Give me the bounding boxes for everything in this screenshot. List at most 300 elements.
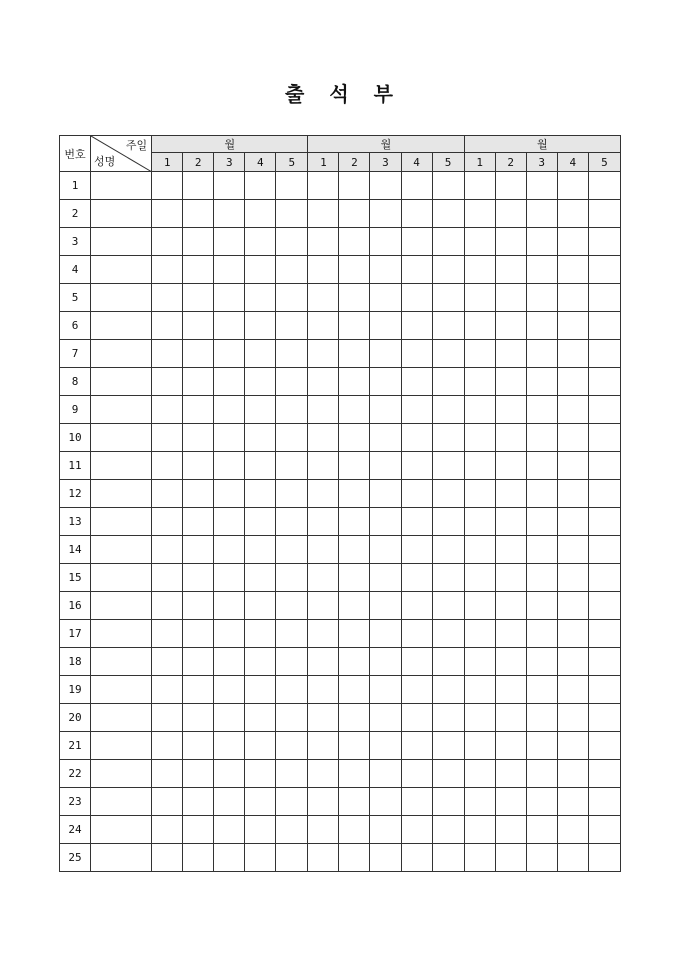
attendance-cell[interactable] [308, 676, 339, 704]
attendance-cell[interactable] [245, 480, 276, 508]
attendance-cell[interactable] [370, 256, 401, 284]
attendance-cell[interactable] [557, 256, 588, 284]
attendance-cell[interactable] [432, 172, 464, 200]
attendance-cell[interactable] [464, 844, 495, 872]
name-cell[interactable] [91, 228, 152, 256]
attendance-cell[interactable] [432, 676, 464, 704]
attendance-cell[interactable] [183, 200, 214, 228]
attendance-cell[interactable] [339, 480, 370, 508]
attendance-cell[interactable] [339, 172, 370, 200]
attendance-cell[interactable] [526, 844, 557, 872]
attendance-cell[interactable] [432, 396, 464, 424]
attendance-cell[interactable] [557, 844, 588, 872]
attendance-cell[interactable] [152, 200, 183, 228]
attendance-cell[interactable] [339, 228, 370, 256]
attendance-cell[interactable] [276, 760, 308, 788]
attendance-cell[interactable] [464, 312, 495, 340]
attendance-cell[interactable] [308, 424, 339, 452]
name-cell[interactable] [91, 200, 152, 228]
attendance-cell[interactable] [526, 452, 557, 480]
attendance-cell[interactable] [214, 508, 245, 536]
attendance-cell[interactable] [339, 452, 370, 480]
attendance-cell[interactable] [588, 648, 620, 676]
attendance-cell[interactable] [401, 284, 432, 312]
attendance-cell[interactable] [464, 788, 495, 816]
attendance-cell[interactable] [401, 648, 432, 676]
attendance-cell[interactable] [557, 704, 588, 732]
attendance-cell[interactable] [214, 424, 245, 452]
attendance-cell[interactable] [557, 564, 588, 592]
attendance-cell[interactable] [588, 396, 620, 424]
attendance-cell[interactable] [183, 424, 214, 452]
attendance-cell[interactable] [214, 536, 245, 564]
attendance-cell[interactable] [276, 536, 308, 564]
attendance-cell[interactable] [276, 592, 308, 620]
name-cell[interactable] [91, 788, 152, 816]
attendance-cell[interactable] [308, 760, 339, 788]
attendance-cell[interactable] [152, 228, 183, 256]
attendance-cell[interactable] [276, 564, 308, 592]
attendance-cell[interactable] [276, 452, 308, 480]
attendance-cell[interactable] [214, 788, 245, 816]
attendance-cell[interactable] [339, 732, 370, 760]
attendance-cell[interactable] [339, 676, 370, 704]
attendance-cell[interactable] [245, 424, 276, 452]
attendance-cell[interactable] [557, 732, 588, 760]
name-cell[interactable] [91, 760, 152, 788]
attendance-cell[interactable] [152, 788, 183, 816]
attendance-cell[interactable] [276, 480, 308, 508]
name-cell[interactable] [91, 564, 152, 592]
name-cell[interactable] [91, 284, 152, 312]
attendance-cell[interactable] [276, 704, 308, 732]
attendance-cell[interactable] [464, 452, 495, 480]
name-cell[interactable] [91, 536, 152, 564]
attendance-cell[interactable] [308, 340, 339, 368]
attendance-cell[interactable] [432, 592, 464, 620]
attendance-cell[interactable] [152, 648, 183, 676]
attendance-cell[interactable] [464, 200, 495, 228]
attendance-cell[interactable] [557, 480, 588, 508]
attendance-cell[interactable] [588, 620, 620, 648]
attendance-cell[interactable] [588, 452, 620, 480]
attendance-cell[interactable] [183, 760, 214, 788]
attendance-cell[interactable] [526, 704, 557, 732]
attendance-cell[interactable] [214, 648, 245, 676]
attendance-cell[interactable] [526, 172, 557, 200]
attendance-cell[interactable] [308, 228, 339, 256]
attendance-cell[interactable] [464, 480, 495, 508]
attendance-cell[interactable] [339, 620, 370, 648]
name-cell[interactable] [91, 844, 152, 872]
attendance-cell[interactable] [401, 816, 432, 844]
attendance-cell[interactable] [214, 816, 245, 844]
attendance-cell[interactable] [370, 648, 401, 676]
attendance-cell[interactable] [245, 284, 276, 312]
attendance-cell[interactable] [308, 732, 339, 760]
name-cell[interactable] [91, 172, 152, 200]
attendance-cell[interactable] [214, 564, 245, 592]
attendance-cell[interactable] [526, 256, 557, 284]
attendance-cell[interactable] [245, 648, 276, 676]
attendance-cell[interactable] [464, 704, 495, 732]
attendance-cell[interactable] [526, 312, 557, 340]
attendance-cell[interactable] [495, 788, 526, 816]
attendance-cell[interactable] [183, 844, 214, 872]
attendance-cell[interactable] [245, 704, 276, 732]
attendance-cell[interactable] [557, 312, 588, 340]
attendance-cell[interactable] [183, 312, 214, 340]
name-cell[interactable] [91, 592, 152, 620]
attendance-cell[interactable] [276, 396, 308, 424]
attendance-cell[interactable] [526, 228, 557, 256]
attendance-cell[interactable] [214, 200, 245, 228]
attendance-cell[interactable] [526, 620, 557, 648]
attendance-cell[interactable] [152, 396, 183, 424]
attendance-cell[interactable] [401, 480, 432, 508]
name-cell[interactable] [91, 396, 152, 424]
attendance-cell[interactable] [339, 788, 370, 816]
attendance-cell[interactable] [526, 592, 557, 620]
attendance-cell[interactable] [245, 732, 276, 760]
attendance-cell[interactable] [526, 200, 557, 228]
attendance-cell[interactable] [526, 732, 557, 760]
attendance-cell[interactable] [370, 536, 401, 564]
attendance-cell[interactable] [588, 256, 620, 284]
attendance-cell[interactable] [183, 620, 214, 648]
name-cell[interactable] [91, 452, 152, 480]
attendance-cell[interactable] [183, 536, 214, 564]
attendance-cell[interactable] [401, 564, 432, 592]
attendance-cell[interactable] [401, 228, 432, 256]
attendance-cell[interactable] [308, 284, 339, 312]
attendance-cell[interactable] [308, 396, 339, 424]
attendance-cell[interactable] [152, 480, 183, 508]
attendance-cell[interactable] [276, 172, 308, 200]
attendance-cell[interactable] [588, 368, 620, 396]
attendance-cell[interactable] [308, 844, 339, 872]
attendance-cell[interactable] [276, 732, 308, 760]
attendance-cell[interactable] [432, 620, 464, 648]
name-cell[interactable] [91, 368, 152, 396]
attendance-cell[interactable] [183, 284, 214, 312]
attendance-cell[interactable] [401, 732, 432, 760]
attendance-cell[interactable] [526, 676, 557, 704]
attendance-cell[interactable] [557, 648, 588, 676]
attendance-cell[interactable] [276, 508, 308, 536]
attendance-cell[interactable] [214, 172, 245, 200]
attendance-cell[interactable] [401, 172, 432, 200]
attendance-cell[interactable] [495, 172, 526, 200]
attendance-cell[interactable] [588, 536, 620, 564]
attendance-cell[interactable] [370, 508, 401, 536]
attendance-cell[interactable] [370, 788, 401, 816]
attendance-cell[interactable] [214, 228, 245, 256]
attendance-cell[interactable] [401, 312, 432, 340]
attendance-cell[interactable] [526, 368, 557, 396]
attendance-cell[interactable] [214, 704, 245, 732]
attendance-cell[interactable] [401, 340, 432, 368]
attendance-cell[interactable] [152, 340, 183, 368]
attendance-cell[interactable] [308, 816, 339, 844]
attendance-cell[interactable] [526, 284, 557, 312]
attendance-cell[interactable] [432, 844, 464, 872]
attendance-cell[interactable] [245, 256, 276, 284]
attendance-cell[interactable] [214, 256, 245, 284]
attendance-cell[interactable] [245, 536, 276, 564]
attendance-cell[interactable] [464, 256, 495, 284]
attendance-cell[interactable] [214, 676, 245, 704]
attendance-cell[interactable] [370, 200, 401, 228]
attendance-cell[interactable] [276, 312, 308, 340]
attendance-cell[interactable] [308, 620, 339, 648]
attendance-cell[interactable] [152, 312, 183, 340]
name-cell[interactable] [91, 256, 152, 284]
attendance-cell[interactable] [245, 368, 276, 396]
attendance-cell[interactable] [339, 536, 370, 564]
attendance-cell[interactable] [245, 340, 276, 368]
attendance-cell[interactable] [152, 424, 183, 452]
name-cell[interactable] [91, 424, 152, 452]
attendance-cell[interactable] [401, 396, 432, 424]
attendance-cell[interactable] [370, 480, 401, 508]
attendance-cell[interactable] [401, 676, 432, 704]
attendance-cell[interactable] [152, 592, 183, 620]
attendance-cell[interactable] [276, 256, 308, 284]
attendance-cell[interactable] [308, 564, 339, 592]
attendance-cell[interactable] [557, 340, 588, 368]
attendance-cell[interactable] [339, 844, 370, 872]
attendance-cell[interactable] [370, 760, 401, 788]
attendance-cell[interactable] [401, 536, 432, 564]
attendance-cell[interactable] [152, 536, 183, 564]
attendance-cell[interactable] [588, 312, 620, 340]
attendance-cell[interactable] [432, 256, 464, 284]
attendance-cell[interactable] [588, 732, 620, 760]
attendance-cell[interactable] [401, 844, 432, 872]
attendance-cell[interactable] [557, 452, 588, 480]
attendance-cell[interactable] [183, 480, 214, 508]
attendance-cell[interactable] [495, 312, 526, 340]
attendance-cell[interactable] [308, 592, 339, 620]
attendance-cell[interactable] [245, 620, 276, 648]
attendance-cell[interactable] [464, 536, 495, 564]
attendance-cell[interactable] [401, 788, 432, 816]
attendance-cell[interactable] [464, 592, 495, 620]
attendance-cell[interactable] [214, 732, 245, 760]
attendance-cell[interactable] [432, 816, 464, 844]
attendance-cell[interactable] [495, 704, 526, 732]
name-cell[interactable] [91, 620, 152, 648]
attendance-cell[interactable] [464, 676, 495, 704]
attendance-cell[interactable] [464, 172, 495, 200]
attendance-cell[interactable] [276, 788, 308, 816]
name-cell[interactable] [91, 340, 152, 368]
attendance-cell[interactable] [401, 200, 432, 228]
attendance-cell[interactable] [432, 564, 464, 592]
attendance-cell[interactable] [557, 368, 588, 396]
attendance-cell[interactable] [370, 704, 401, 732]
name-cell[interactable] [91, 704, 152, 732]
attendance-cell[interactable] [588, 228, 620, 256]
attendance-cell[interactable] [432, 284, 464, 312]
attendance-cell[interactable] [401, 508, 432, 536]
attendance-cell[interactable] [183, 592, 214, 620]
name-cell[interactable] [91, 508, 152, 536]
attendance-cell[interactable] [370, 676, 401, 704]
attendance-cell[interactable] [183, 816, 214, 844]
attendance-cell[interactable] [276, 620, 308, 648]
attendance-cell[interactable] [401, 424, 432, 452]
attendance-cell[interactable] [152, 732, 183, 760]
attendance-cell[interactable] [588, 284, 620, 312]
name-cell[interactable] [91, 480, 152, 508]
attendance-cell[interactable] [495, 648, 526, 676]
attendance-cell[interactable] [464, 732, 495, 760]
attendance-cell[interactable] [432, 424, 464, 452]
attendance-cell[interactable] [495, 564, 526, 592]
attendance-cell[interactable] [588, 200, 620, 228]
attendance-cell[interactable] [557, 760, 588, 788]
attendance-cell[interactable] [308, 200, 339, 228]
attendance-cell[interactable] [588, 172, 620, 200]
attendance-cell[interactable] [339, 340, 370, 368]
attendance-cell[interactable] [339, 592, 370, 620]
attendance-cell[interactable] [152, 620, 183, 648]
attendance-cell[interactable] [495, 424, 526, 452]
attendance-cell[interactable] [152, 256, 183, 284]
attendance-cell[interactable] [432, 508, 464, 536]
attendance-cell[interactable] [370, 452, 401, 480]
attendance-cell[interactable] [183, 340, 214, 368]
attendance-cell[interactable] [370, 228, 401, 256]
attendance-cell[interactable] [432, 200, 464, 228]
attendance-cell[interactable] [339, 256, 370, 284]
attendance-cell[interactable] [183, 368, 214, 396]
attendance-cell[interactable] [401, 592, 432, 620]
attendance-cell[interactable] [495, 480, 526, 508]
attendance-cell[interactable] [308, 508, 339, 536]
attendance-cell[interactable] [339, 284, 370, 312]
attendance-cell[interactable] [339, 508, 370, 536]
attendance-cell[interactable] [370, 592, 401, 620]
attendance-cell[interactable] [495, 508, 526, 536]
attendance-cell[interactable] [152, 452, 183, 480]
attendance-cell[interactable] [432, 704, 464, 732]
attendance-cell[interactable] [526, 648, 557, 676]
attendance-cell[interactable] [308, 452, 339, 480]
attendance-cell[interactable] [370, 620, 401, 648]
attendance-cell[interactable] [245, 592, 276, 620]
attendance-cell[interactable] [245, 452, 276, 480]
attendance-cell[interactable] [276, 844, 308, 872]
attendance-cell[interactable] [370, 396, 401, 424]
attendance-cell[interactable] [464, 564, 495, 592]
attendance-cell[interactable] [152, 844, 183, 872]
attendance-cell[interactable] [495, 284, 526, 312]
attendance-cell[interactable] [370, 340, 401, 368]
attendance-cell[interactable] [432, 760, 464, 788]
attendance-cell[interactable] [245, 312, 276, 340]
attendance-cell[interactable] [557, 228, 588, 256]
attendance-cell[interactable] [464, 340, 495, 368]
attendance-cell[interactable] [495, 200, 526, 228]
attendance-cell[interactable] [183, 228, 214, 256]
attendance-cell[interactable] [526, 340, 557, 368]
attendance-cell[interactable] [588, 424, 620, 452]
attendance-cell[interactable] [152, 816, 183, 844]
attendance-cell[interactable] [432, 648, 464, 676]
name-cell[interactable] [91, 676, 152, 704]
attendance-cell[interactable] [464, 396, 495, 424]
attendance-cell[interactable] [152, 368, 183, 396]
attendance-cell[interactable] [464, 368, 495, 396]
attendance-cell[interactable] [339, 760, 370, 788]
attendance-cell[interactable] [214, 592, 245, 620]
attendance-cell[interactable] [308, 256, 339, 284]
attendance-cell[interactable] [276, 676, 308, 704]
attendance-cell[interactable] [432, 480, 464, 508]
attendance-cell[interactable] [308, 312, 339, 340]
attendance-cell[interactable] [526, 508, 557, 536]
attendance-cell[interactable] [308, 704, 339, 732]
attendance-cell[interactable] [214, 312, 245, 340]
attendance-cell[interactable] [432, 452, 464, 480]
attendance-cell[interactable] [495, 452, 526, 480]
attendance-cell[interactable] [495, 256, 526, 284]
attendance-cell[interactable] [370, 172, 401, 200]
attendance-cell[interactable] [588, 592, 620, 620]
attendance-cell[interactable] [245, 200, 276, 228]
attendance-cell[interactable] [370, 368, 401, 396]
attendance-cell[interactable] [214, 760, 245, 788]
attendance-cell[interactable] [308, 648, 339, 676]
attendance-cell[interactable] [183, 648, 214, 676]
attendance-cell[interactable] [308, 480, 339, 508]
attendance-cell[interactable] [495, 592, 526, 620]
attendance-cell[interactable] [245, 172, 276, 200]
attendance-cell[interactable] [339, 648, 370, 676]
attendance-cell[interactable] [588, 676, 620, 704]
attendance-cell[interactable] [432, 312, 464, 340]
attendance-cell[interactable] [526, 480, 557, 508]
attendance-cell[interactable] [495, 368, 526, 396]
attendance-cell[interactable] [495, 732, 526, 760]
attendance-cell[interactable] [339, 200, 370, 228]
attendance-cell[interactable] [183, 704, 214, 732]
attendance-cell[interactable] [276, 228, 308, 256]
attendance-cell[interactable] [495, 536, 526, 564]
attendance-cell[interactable] [276, 816, 308, 844]
attendance-cell[interactable] [432, 228, 464, 256]
attendance-cell[interactable] [276, 200, 308, 228]
attendance-cell[interactable] [308, 368, 339, 396]
attendance-cell[interactable] [308, 788, 339, 816]
attendance-cell[interactable] [183, 452, 214, 480]
attendance-cell[interactable] [152, 704, 183, 732]
attendance-cell[interactable] [152, 508, 183, 536]
attendance-cell[interactable] [339, 396, 370, 424]
attendance-cell[interactable] [588, 564, 620, 592]
attendance-cell[interactable] [588, 340, 620, 368]
attendance-cell[interactable] [370, 732, 401, 760]
attendance-cell[interactable] [214, 620, 245, 648]
attendance-cell[interactable] [276, 424, 308, 452]
attendance-cell[interactable] [214, 368, 245, 396]
attendance-cell[interactable] [588, 480, 620, 508]
attendance-cell[interactable] [588, 844, 620, 872]
attendance-cell[interactable] [557, 508, 588, 536]
